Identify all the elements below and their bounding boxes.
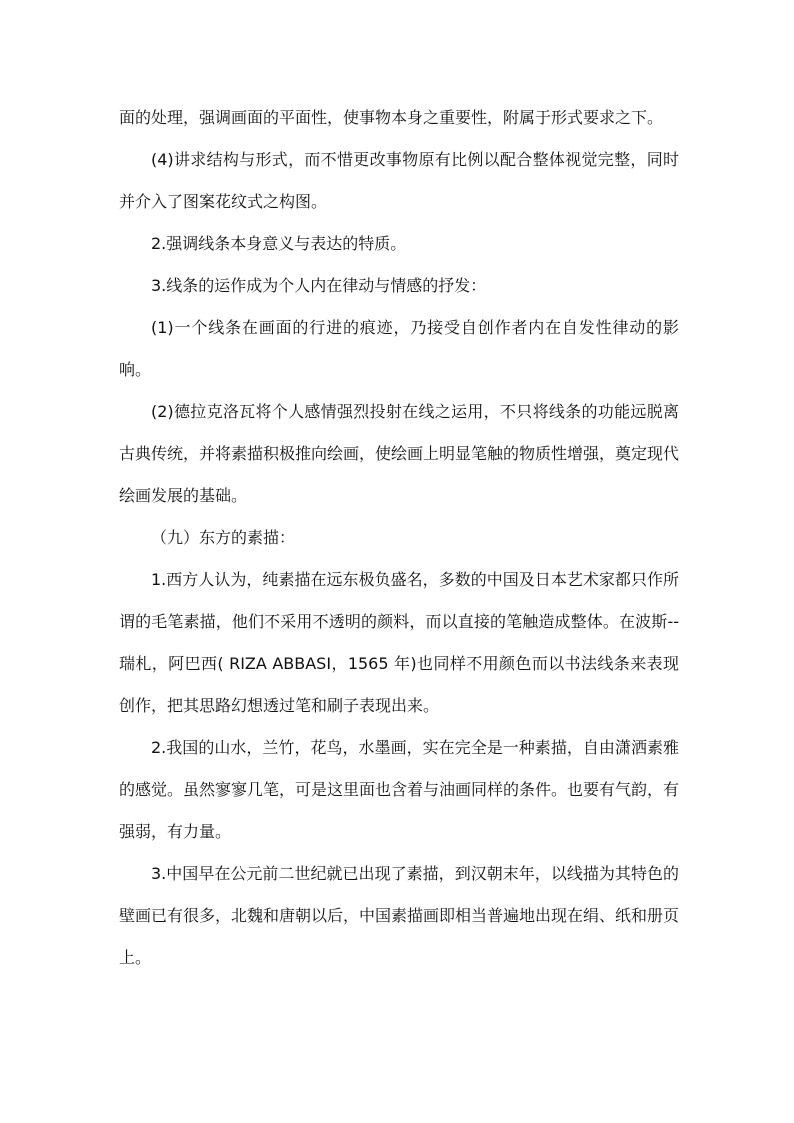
paragraph-subitem-2: (2)德拉克洛瓦将个人感情强烈投射在线之运用，不只将线条的功能远脱离古典传统，并将素描积极推向绘画，使绘画上明显笔触的物质性增强，奠定现代绘画发展的基础。: [119, 402, 680, 505]
paragraph-east-1: 1.西方人认为，纯素描在远东极负盛名，多数的中国及日本艺术家都只作所谓的毛笔素描，他们不采用不透明的颜料，而以直接的笔触造成整体。在波斯--瑞札，阿巴西( RIZA ABBASI，1565 年)也同样不用颜色而以书法线条来表现创作，把其思路幻想透过笔和刷子表现出来。: [119, 570, 679, 715]
body-text: [119, 97, 679, 979]
paragraph-point-2: 2.强调线条本身意义与表达的特质。: [151, 234, 407, 253]
section-heading: （九）东方的素描：: [151, 528, 296, 547]
paragraph-east-2: 2.我国的山水，兰竹，花鸟，水墨画，实在完全是一种素描，自由潇洒素雅的感觉。虽然寥寥几笔，可是这里面也含着与油画同样的条件。也要有气韵，有强弱，有力量。: [119, 738, 680, 841]
paragraph-continuation: 面的处理，强调画面的平面性，使事物本身之重要性，附属于形式要求之下。: [119, 108, 664, 127]
paragraph-point-3: 3.线条的运作成为个人内在律动与情感的抒发：: [151, 276, 487, 295]
paragraph-east-3: 3.中国早在公元前二世纪就已出现了素描，到汉朝末年，以线描为其特色的壁画已有很多，北魏和唐朝以后，中国素描画即相当普遍地出现在绢、纸和册页上。: [119, 864, 680, 967]
paragraph-item-4: (4)讲求结构与形式，而不惜更改事物原有比例以配合整体视觉完整，同时并介入了图案花纹式之构图。: [119, 150, 679, 211]
paragraph-subitem-1: (1)一个线条在画面的行进的痕迹，乃接受自创作者内在自发性律动的影响。: [119, 318, 679, 379]
